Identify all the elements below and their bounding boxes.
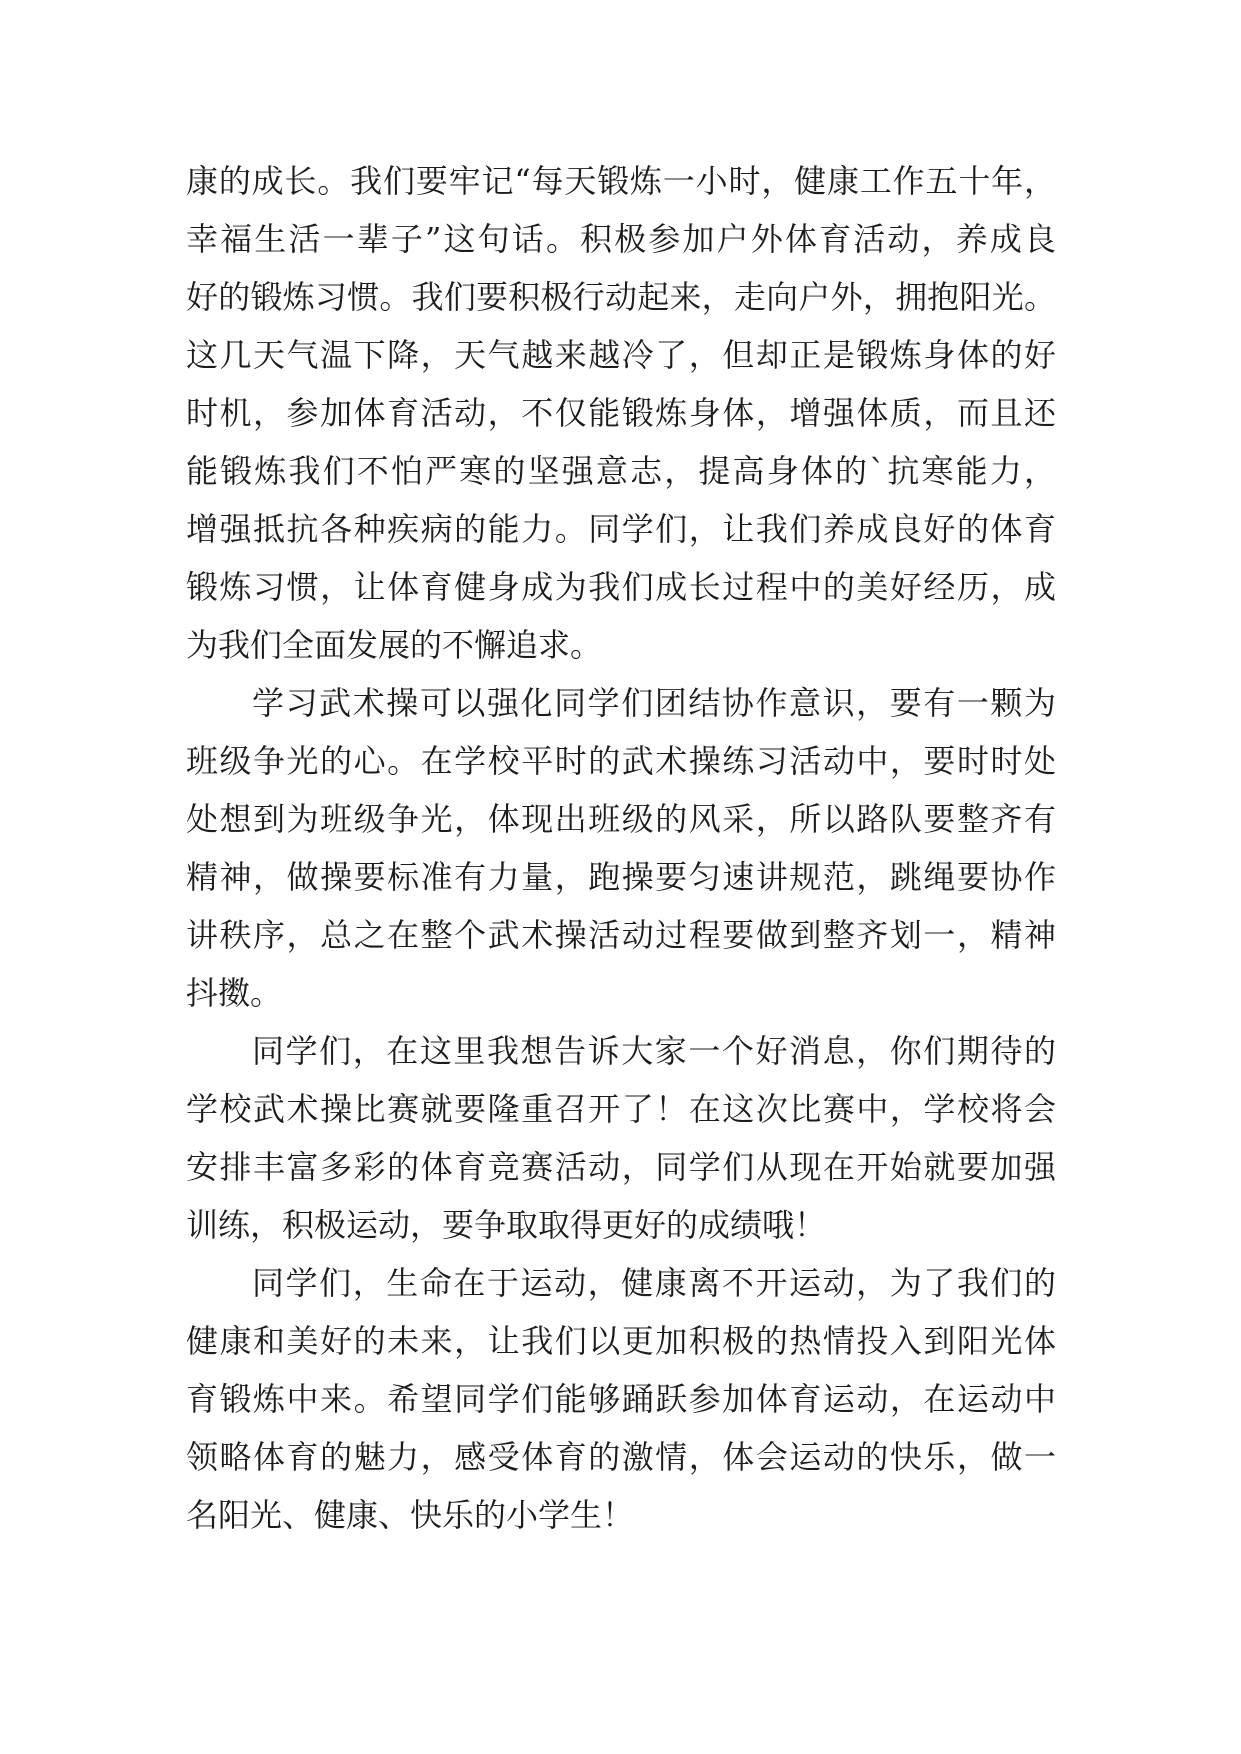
text-line: 安排丰富多彩的体育竞赛活动，同学们从现在开始就要加强: [186, 1148, 1056, 1186]
text-line: 增强抵抗各种疾病的能力。同学们，让我们养成良好的体育: [186, 510, 1056, 548]
text-line: 精神，做操要标准有力量，跑操要匀速讲规范，跳绳要协作: [186, 858, 1056, 896]
text-line: 这几天气温下降，天气越来越冷了，但却正是锻炼身体的好: [186, 336, 1056, 374]
text-line: 好的锻炼习惯。我们要积极行动起来，走向户外，拥抱阳光。: [186, 278, 1056, 316]
text-line: 能锻炼我们不怕严寒的坚强意志，提高身体的`抗寒能力，: [186, 452, 1056, 490]
text-line: 训练，积极运动，要争取取得更好的成绩哦！: [186, 1206, 827, 1244]
text-line: 幸福生活一辈子”这句话。积极参加户外体育活动，养成良: [186, 220, 1056, 258]
paragraph-first-line: 学习武术操可以强化同学们团结协作意识，要有一颗为: [252, 684, 1056, 722]
text-line: 学校武术操比赛就要隆重召开了！在这次比赛中，学校将会: [186, 1090, 1056, 1128]
text-line: 领略体育的魅力，感受体育的激情，体会运动的快乐，做一: [186, 1438, 1056, 1476]
text-line: 处想到为班级争光，体现出班级的风采，所以路队要整齐有: [186, 800, 1056, 838]
text-line: 讲秩序，总之在整个武术操活动过程要做到整齐划一，精神: [186, 916, 1056, 954]
text-line: 康的成长。我们要牢记“每天锻炼一小时，健康工作五十年，: [186, 162, 1056, 200]
text-line: 育锻炼中来。希望同学们能够踊跃参加体育运动，在运动中: [186, 1380, 1056, 1418]
text-line: 健康和美好的未来，让我们以更加积极的热情投入到阳光体: [186, 1322, 1056, 1360]
text-line: 时机，参加体育活动，不仅能锻炼身体，增强体质，而且还: [186, 394, 1056, 432]
body-text: [186, 152, 1056, 1544]
text-line: 名阳光、健康、快乐的小学生！: [186, 1496, 635, 1534]
text-line: 班级争光的心。在学校平时的武术操练习活动中，要时时处: [186, 742, 1056, 780]
text-line: 锻炼习惯，让体育健身成为我们成长过程中的美好经历，成: [186, 568, 1056, 606]
paragraph-first-line: 同学们，生命在于运动，健康离不开运动，为了我们的: [252, 1264, 1056, 1302]
text-line: 为我们全面发展的不懈追求。: [186, 626, 603, 664]
text-line: 抖擞。: [186, 974, 283, 1012]
paragraph-first-line: 同学们，在这里我想告诉大家一个好消息，你们期待的: [252, 1032, 1056, 1070]
